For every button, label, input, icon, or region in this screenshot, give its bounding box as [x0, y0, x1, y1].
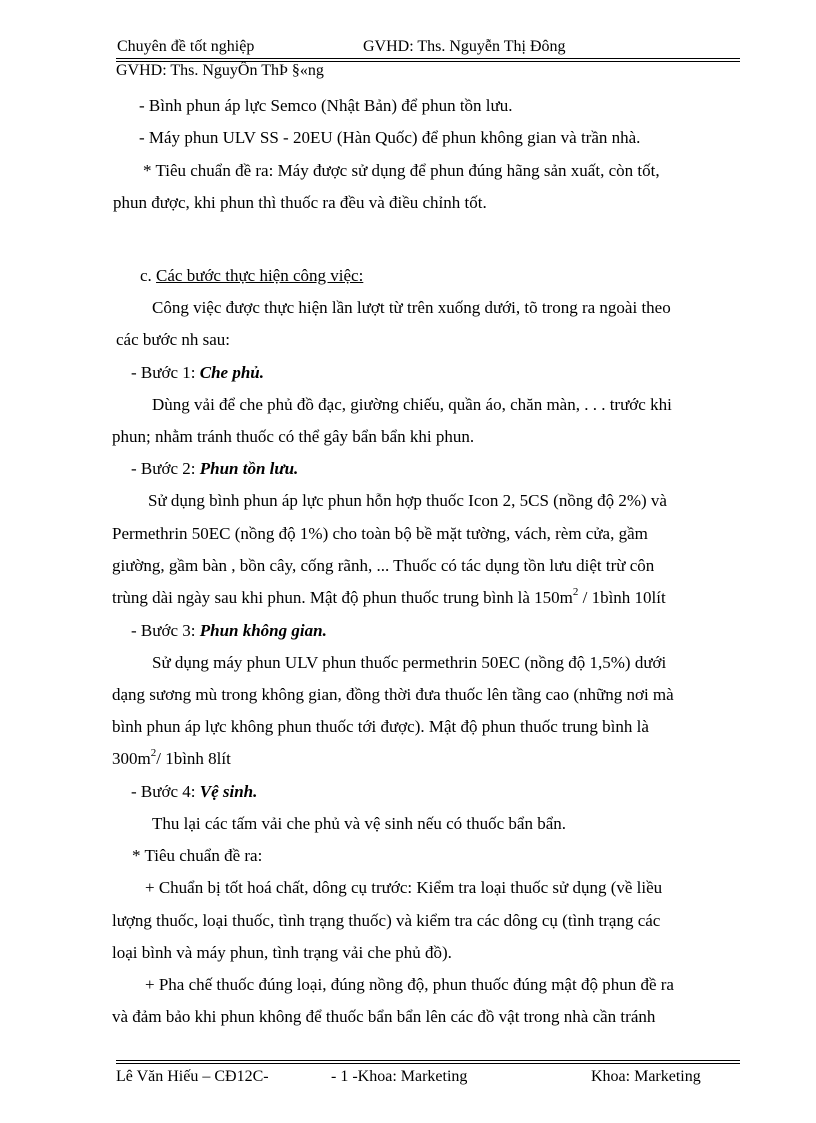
section-heading: [140, 265, 363, 287]
text-run: / 1bình 8lít: [156, 749, 231, 768]
step-name: Phun tồn lưu.: [199, 459, 299, 478]
step-label: - Bước 3:: [131, 621, 200, 640]
step-label: - Bước 2:: [131, 459, 200, 478]
paragraph-line: - Bình phun áp lực Semco (Nhật Bản) để phun tồn lưu.: [139, 96, 513, 115]
header-title-right: GVHD: Ths. Nguyễn Thị Đông: [363, 38, 566, 55]
footer-rule-bottom: [116, 1063, 740, 1064]
text-run: trùng dài ngày sau khi phun. Mật độ phun thuốc trung bình là 150m: [112, 588, 573, 607]
superscript: 2: [572, 586, 579, 599]
paragraph-line: dạng sương mù trong không gian, đồng thời đưa thuốc lên tầng cao (những nơi mà: [112, 685, 674, 704]
text-run: 300m: [112, 749, 151, 768]
paragraph-line: Sử dụng máy phun ULV phun thuốc permethrin 50EC (nồng độ 1,5%) dưới: [152, 653, 667, 672]
step-name: Phun không gian.: [199, 621, 327, 640]
header-subtitle: GVHD: Ths. NguyÔn ThÞ §«ng: [116, 62, 324, 79]
paragraph-line: [112, 587, 666, 609]
step-2: [131, 458, 298, 480]
paragraph-line: phun; nhằm tránh thuốc có thể gây bẩn bẩn khi phun.: [112, 427, 475, 446]
footer-author: Lê Văn Hiếu – CĐ12C-: [116, 1068, 269, 1085]
paragraph-line: [112, 748, 231, 770]
paragraph-line: Sử dụng bình phun áp lực phun hỗn hợp thuốc Icon 2, 5CS (nồng độ 2%) và: [148, 491, 667, 510]
step-name: Che phủ.: [199, 363, 264, 382]
paragraph-line: các bước nh sau:: [116, 330, 231, 349]
paragraph-line: * Tiêu chuẩn đề ra: Máy được sử dụng để phun đúng hãng sản xuất, còn tốt,: [143, 161, 660, 180]
paragraph-line: loại bình và máy phun, tình trạng vải che phủ đồ).: [112, 943, 452, 962]
paragraph-line: + Chuẩn bị tốt hoá chất, dông cụ trước: Kiểm tra loại thuốc sử dụng (về liều: [145, 878, 663, 897]
paragraph-line: Công việc được thực hiện lần lượt từ trên xuống dưới, tõ trong ra ngoài theo: [152, 298, 671, 317]
superscript: 2: [150, 747, 157, 760]
paragraph-line: Thu lại các tấm vải che phủ và vệ sinh nếu có thuốc bẩn bẩn.: [152, 814, 566, 833]
paragraph-line: lượng thuốc, loại thuốc, tình trạng thuốc) và kiểm tra các dông cụ (tình trạng các: [112, 911, 661, 930]
footer-rule-top: [116, 1060, 740, 1061]
text-run: / 1bình 10lít: [578, 588, 666, 607]
paragraph-line: và đảm bảo khi phun không để thuốc bẩn bẩn lên các đồ vật trong nhà cần tránh: [112, 1007, 656, 1026]
step-label: - Bước 4:: [131, 782, 200, 801]
paragraph-line: bình phun áp lực không phun thuốc tới được). Mật độ phun thuốc trung bình là: [112, 717, 649, 736]
step-4: [131, 781, 257, 803]
paragraph-line: Permethrin 50EC (nồng độ 1%) cho toàn bộ bề mặt tường, vách, rèm cửa, gầm: [112, 524, 648, 543]
paragraph-line: - Máy phun ULV SS - 20EU (Hàn Quốc) để phun không gian và trần nhà.: [139, 128, 641, 147]
step-name: Vệ sinh.: [199, 782, 258, 801]
section-number: c.: [140, 266, 157, 285]
footer-department: Khoa: Marketing: [591, 1068, 701, 1085]
paragraph-line: Dùng vải để che phủ đồ đạc, giường chiếu, quần áo, chăn màn, . . . trước khi: [152, 395, 672, 414]
paragraph-line: * Tiêu chuẩn đề ra:: [132, 846, 263, 865]
section-heading-text: Các bước thực hiện công việc:: [156, 266, 364, 285]
paragraph-line: phun được, khi phun thì thuốc ra đều và điều chỉnh tốt.: [113, 193, 487, 212]
step-3: [131, 620, 327, 642]
paragraph-line: giường, gầm bàn , bồn cây, cống rãnh, ... Thuốc có tác dụng tồn lưu diệt trừ côn: [112, 556, 655, 575]
header-rule-top: [116, 58, 740, 59]
header-title-left: Chuyên đề tốt nghiệp: [117, 38, 255, 55]
step-label: - Bước 1:: [131, 363, 200, 382]
paragraph-line: + Pha chế thuốc đúng loại, đúng nồng độ, phun thuốc đúng mật độ phun đề ra: [145, 975, 674, 994]
footer-page-number: - 1 -Khoa: Marketing: [331, 1068, 468, 1085]
step-1: [131, 362, 264, 384]
